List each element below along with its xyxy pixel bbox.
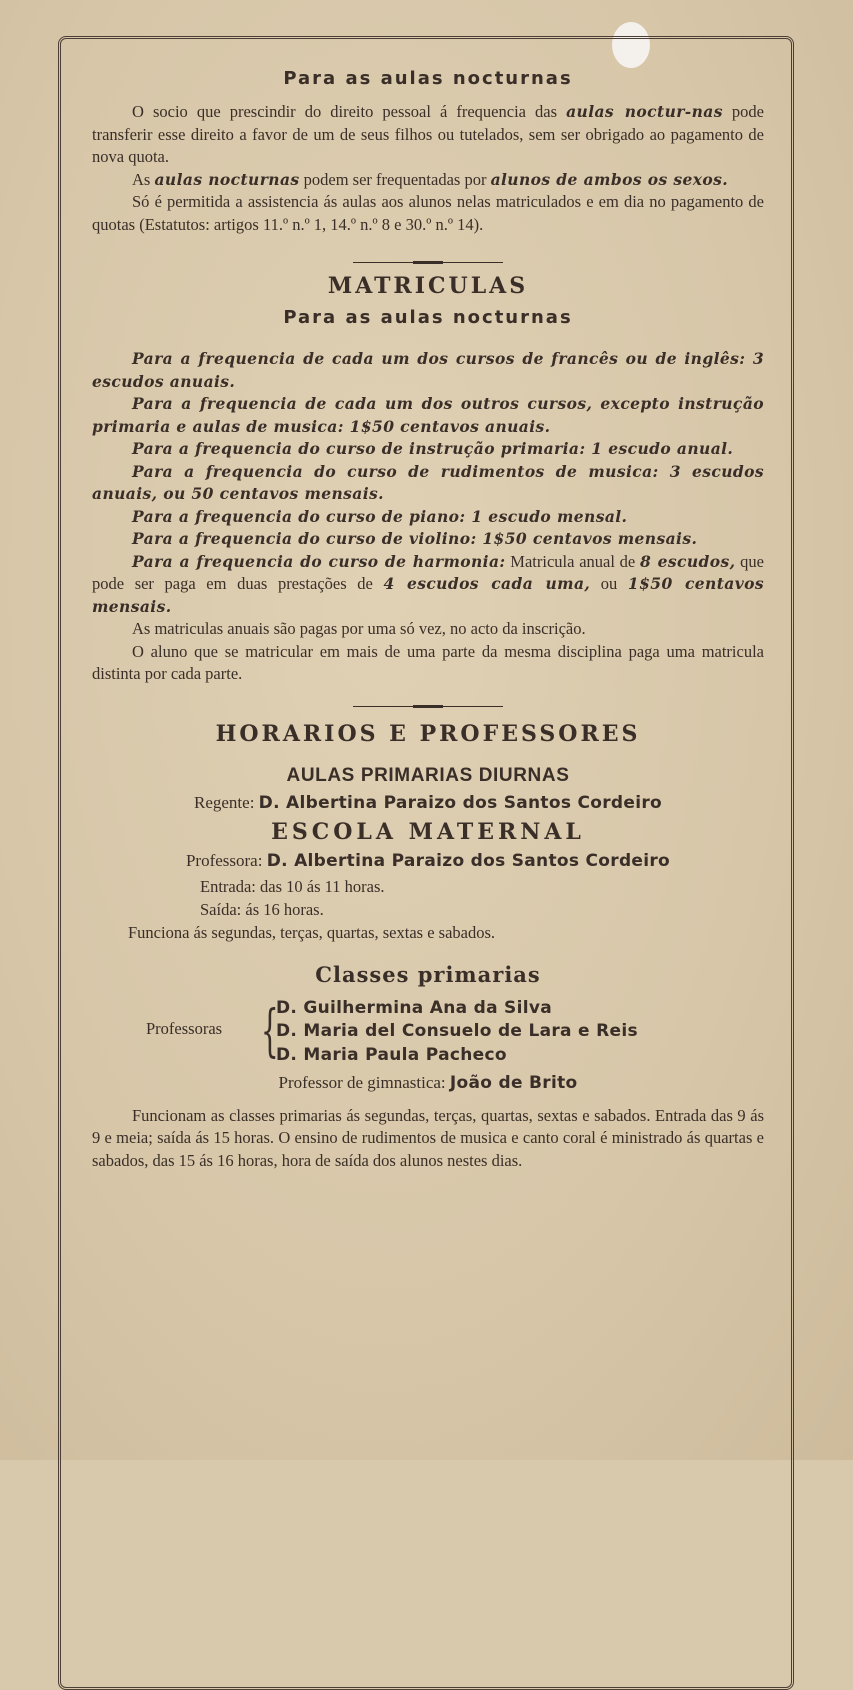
matricula-item: Para a frequencia do curso de rudimentos de musica: 3 escudos anuais, ou 50 centavos mensais. <box>92 461 764 503</box>
gimnastica-line: Professor de gimnastica: João de Brito <box>278 1072 578 1093</box>
brace-icon: { <box>260 998 279 1064</box>
matricula-harmonia: Para a frequencia do curso de harmonia: Matricula anual de 8 escudos, que pode ser paga em duas prestações de 4 escudos cada uma, ou 1$50 centavos mensais. <box>92 551 764 616</box>
professora-name: D. Maria del Consuelo de Lara e Reis <box>276 1021 638 1041</box>
document-content <box>92 62 764 1172</box>
matricula-item: Para a frequencia do curso de piano: 1 escudo mensal. <box>132 506 628 526</box>
matriculas-title: MATRICULAS <box>327 273 529 299</box>
professoras-block <box>92 997 764 1069</box>
professora-name: D. Guilhermina Ana da Silva <box>276 997 553 1018</box>
matricula-item: Para a frequencia de cada um dos outros cursos, excepto instrução primaria e aulas de musica: 1$50 centavos anuais. <box>92 394 764 436</box>
professora-line: Professora: D. Albertina Paraizo dos Santos Cordeiro <box>185 850 671 871</box>
horarios-title: HORARIOS E PROFESSORES <box>215 720 641 747</box>
divider <box>353 706 503 707</box>
noturnas-paragraph-3: Só é permitida a assistencia ás aulas aos alunos nelas matriculados e em dia no pagamento de quotas (Estatutos: artigos 11.º n.º 1, 14.º n.º 8 e 30.º n.º 14). <box>92 192 764 234</box>
entrada-line: Entrada: das 10 ás 11 horas. <box>200 876 385 896</box>
matriculas-subheading: Para as aulas nocturnas <box>283 307 573 328</box>
escola-maternal-heading: ESCOLA MATERNAL <box>271 818 585 845</box>
matricula-note: As matriculas anuais são pagas por uma só vez, no acto da inscrição. <box>132 619 586 638</box>
matricula-item: Para a frequencia do curso de instrução primaria: 1 escudo anual. <box>132 439 734 458</box>
professoras-label: Professoras <box>146 1018 223 1038</box>
divider <box>353 262 503 263</box>
noturnas-paragraph-2: As aulas nocturnas podem ser frequentadas por alunos de ambos os sexos. <box>132 169 729 189</box>
matricula-item: Para a frequencia do curso de violino: 1$50 centavos mensais. <box>132 529 698 548</box>
final-paragraph: Funcionam as classes primarias ás segundas, terças, quartas, sextas e sabados. Entrada das 9 ás 9 e meia; saída ás 15 horas. O ensino de rudimentos de musica e canto coral é ministrado ás quartas e sabados, das 15 ás 16 horas, hora de saída dos alunos nestes dias. <box>92 1105 764 1170</box>
professoras-list <box>276 997 638 1068</box>
matricula-item: Para a frequencia de cada um dos cursos de francês ou de inglês: 3 escudos anuais. <box>92 349 764 391</box>
noturnas-heading: Para as aulas nocturnas <box>283 68 573 89</box>
funciona-line: Funciona ás segundas, terças, quartas, sextas e sabados. <box>128 922 496 942</box>
professora-name: D. Maria Paula Pacheco <box>276 1044 507 1065</box>
classes-primarias-heading: Classes primarias <box>315 961 541 987</box>
regente-line: Regente: D. Albertina Paraizo dos Santos Cordeiro <box>194 792 662 813</box>
aulas-diurnas-heading: AULAS PRIMARIAS DIURNAS <box>286 764 570 786</box>
matricula-note: O aluno que se matricular em mais de uma parte da mesma disciplina paga uma matricula distinta por cada parte. <box>92 641 764 683</box>
saida-line: Saída: ás 16 horas. <box>200 899 324 919</box>
noturnas-paragraph-1: O socio que prescindir do direito pessoal á frequencia das aulas noctur-nas pode transferir esse direito a favor de um de seus filhos ou tutelados, sem ser obrigado ao pagamento de nova quota. <box>92 102 765 166</box>
